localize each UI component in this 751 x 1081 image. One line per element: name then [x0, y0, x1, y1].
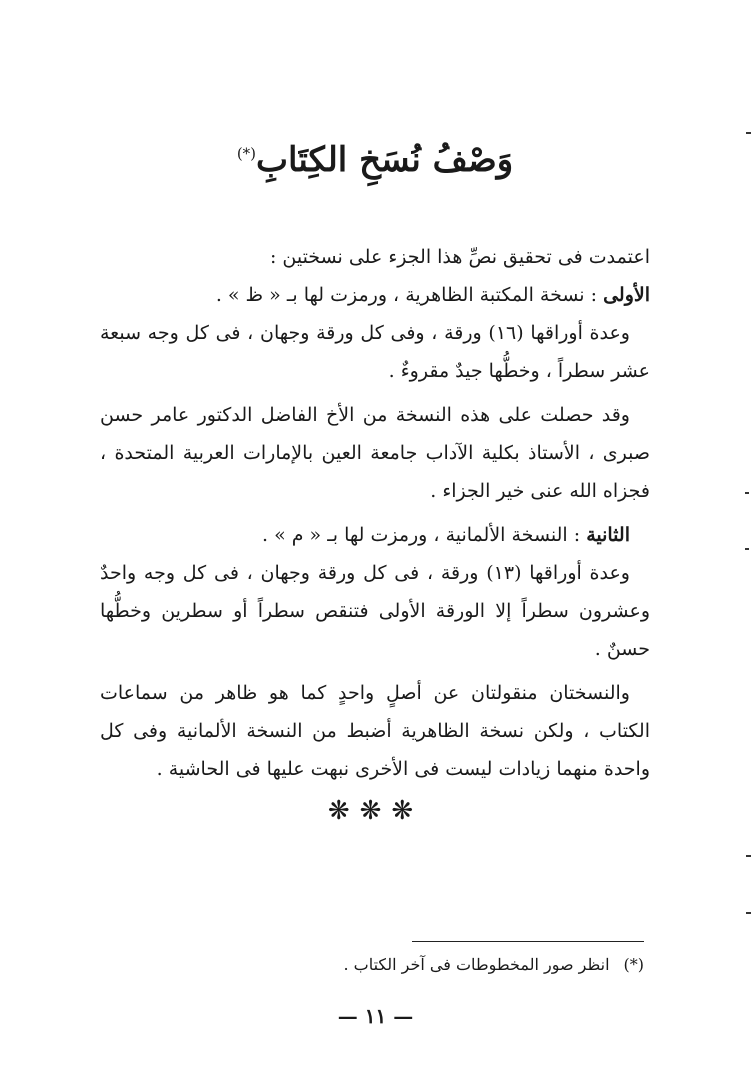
paragraph-second-copy-description: [100, 554, 650, 668]
footnote: [343, 953, 644, 977]
page-title: [160, 138, 590, 182]
paragraph-lead: الثانية: [586, 524, 630, 546]
page-number: — ١١ —: [337, 1004, 414, 1028]
paragraph-first-copy-description: [100, 314, 650, 390]
paragraph-text: : النسخة الألمانية ، ورمزت لها بـ « م » .: [261, 524, 587, 546]
scan-edge-mark: [746, 132, 751, 134]
paragraph-lead: الأولى: [603, 284, 650, 306]
paragraph-first-copy: [100, 276, 650, 314]
scan-edge-mark: [745, 548, 749, 550]
paragraph-second-copy: [100, 516, 650, 554]
scan-edge-mark: [745, 492, 749, 494]
paragraph-text: والنسختان منقولتان عن أصلٍ واحدٍ كما هو ظاهر من سماعات الكتاب ، ولكن نسخة الظاهرية أضبط من النسخة الألمانية وفى كل واحدة منهما زيادات ليست فى الأخرى نبهت عليها فى الحاشية .: [100, 682, 650, 780]
paragraph-acknowledgement: [100, 396, 650, 510]
paragraph-text: وعدة أوراقها (١٣) ورقة ، فى كل ورقة وجهان ، فى كل وجه واحدٌ وعشرون سطراً إلا الورقة الأولى فتنقص سطراً أو سطرين وخطُّها حسنٌ .: [100, 562, 650, 660]
scan-edge-mark: [746, 855, 751, 857]
paragraph-text: : نسخة المكتبة الظاهرية ، ورمزت لها بـ « ظ » .: [215, 284, 604, 306]
body-text: [100, 238, 650, 788]
title-footnote-marker: (*): [236, 144, 257, 163]
paragraph-intro: [100, 238, 650, 276]
footnote-text: انظر صور المخطوطات فى آخر الكتاب .: [343, 955, 610, 974]
paragraph-text: وقد حصلت على هذه النسخة من الأخ الفاضل الدكتور عامر حسن صبرى ، الأستاذ بكلية الآداب جامعة العين بالإمارات العربية المتحدة ، فجزاه الله عنى خير الجزاء .: [100, 404, 650, 502]
scan-edge-mark: [746, 912, 751, 914]
paragraph-comparison: [100, 674, 650, 788]
section-divider-ornament: ❋❋❋: [327, 796, 424, 826]
footnote-marker: (*): [623, 955, 644, 974]
footnote-rule: [412, 941, 644, 942]
paragraph-text: وعدة أوراقها (١٦) ورقة ، وفى كل ورقة وجهان ، فى كل وجه سبعة عشر سطراً ، وخطُّها جيدٌ مقروءٌ .: [100, 322, 650, 382]
paragraph-text: اعتمدت فى تحقيق نصِّ هذا الجزء على نسختين :: [269, 246, 650, 268]
title-text: وَصْفُ نُسَخِ الكِتَابِ: [256, 140, 514, 180]
